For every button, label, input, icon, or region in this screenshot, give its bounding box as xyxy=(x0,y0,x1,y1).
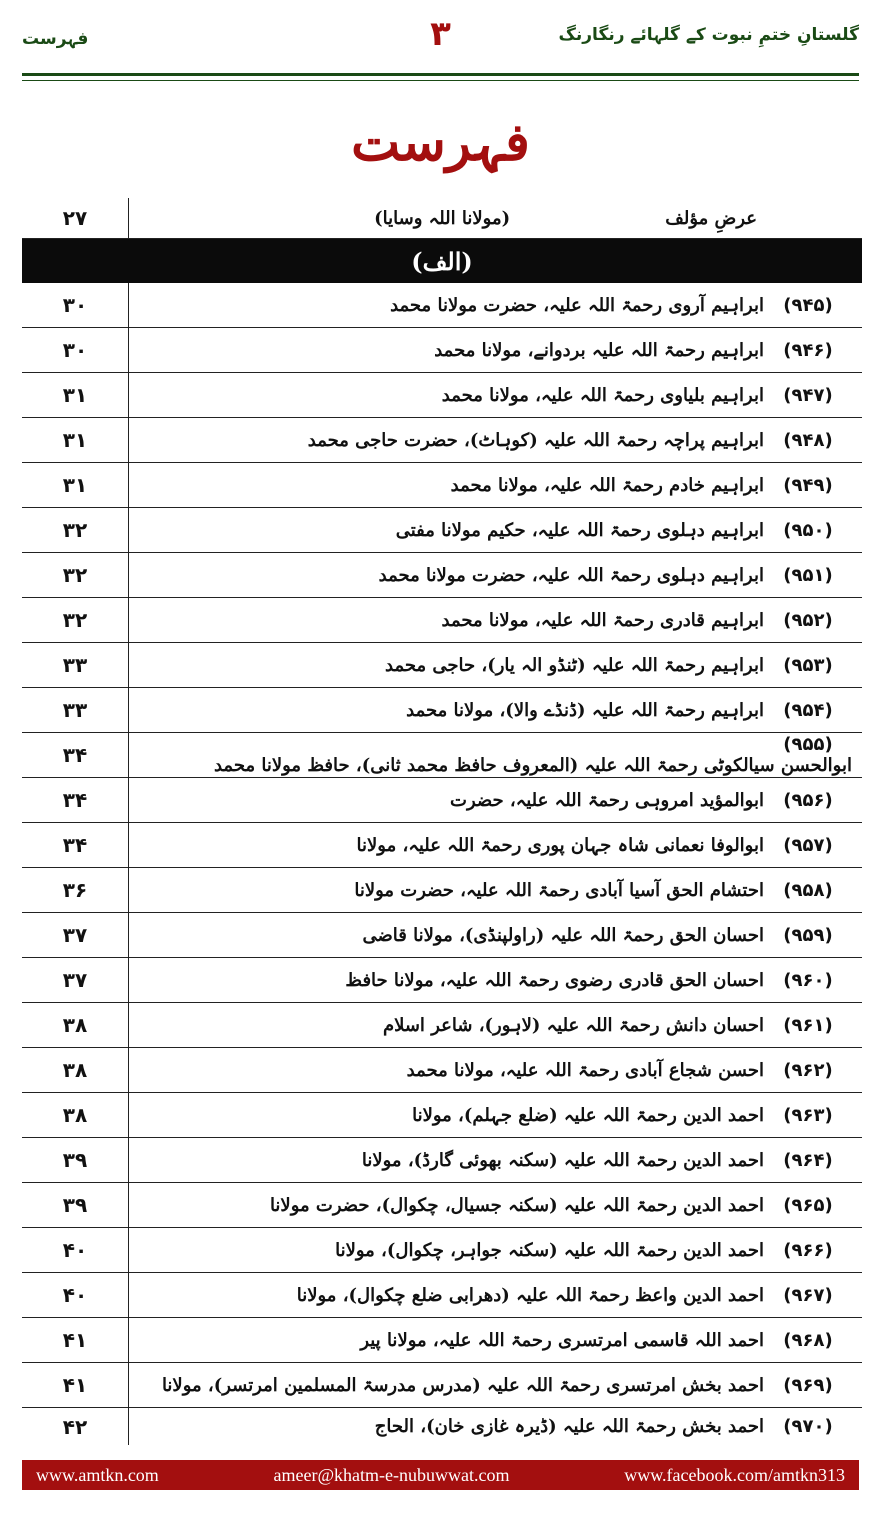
intro-label: عرضِ مؤلف xyxy=(665,207,757,229)
entry-page: ۳۳ xyxy=(22,643,129,688)
entry-page: ۳۱ xyxy=(22,418,129,463)
entry-name: احمد بخش رحمۃ اللہ علیہ (ڈیرہ غازی خان)، الحاج xyxy=(374,1416,764,1437)
entry-number: (۹۴۶) xyxy=(783,339,833,361)
entry-page: ۳۱ xyxy=(22,463,129,508)
entry-page: ۳۴ xyxy=(22,733,129,778)
toc-entry xyxy=(22,328,862,373)
entry-number: (۹۶۶) xyxy=(783,1239,833,1261)
header-rule-thick xyxy=(22,73,859,76)
entry-name: ابوالوفا نعمانی شاہ جہان پوری رحمۃ اللہ علیہ، مولانا xyxy=(356,834,764,856)
group-header-row xyxy=(22,239,862,284)
entry-name: احسان دانش رحمۃ اللہ علیہ (لاہور)، شاعر اسلام xyxy=(382,1014,764,1036)
entry-name: ابوالمؤید امروہی رحمۃ اللہ علیہ، حضرت xyxy=(450,789,764,811)
entry-page: ۳۲ xyxy=(22,508,129,553)
entry-page: ۳۷ xyxy=(22,913,129,958)
entry-name: ابراہیم پراچہ رحمۃ اللہ علیہ (کوہاٹ)، حضرت حاجی محمد xyxy=(307,429,764,451)
toc-entry xyxy=(22,418,862,463)
entry-name: احسن شجاع آبادی رحمۃ اللہ علیہ، مولانا محمد xyxy=(406,1059,764,1081)
entry-page: ۳۲ xyxy=(22,598,129,643)
toc-entry xyxy=(22,733,862,778)
entry-page: ۴۱ xyxy=(22,1363,129,1408)
entry-page: ۳۹ xyxy=(22,1138,129,1183)
entry-name: احمد اللہ قاسمی امرتسری رحمۃ اللہ علیہ، مولانا پیر xyxy=(360,1329,764,1351)
entry-name: احسان الحق رحمۃ اللہ علیہ (راولپنڈی)، مولانا قاضی xyxy=(362,924,764,946)
entry-number: (۹۷۰) xyxy=(783,1416,833,1437)
section-label: فہرست xyxy=(22,29,89,49)
entry-page: ۴۱ xyxy=(22,1318,129,1363)
toc-entry xyxy=(22,688,862,733)
entry-page: ۳۴ xyxy=(22,778,129,823)
entry-name: احمد الدین رحمۃ اللہ علیہ (سکنہ بھوئی گارڈ)، مولانا xyxy=(361,1149,764,1171)
entry-name: ابراہیم قادری رحمۃ اللہ علیہ، مولانا محمد xyxy=(441,609,764,631)
entry-name: احتشام الحق آسیا آبادی رحمۃ اللہ علیہ، حضرت مولانا xyxy=(354,879,764,901)
toc-entry xyxy=(22,958,862,1003)
toc-entry xyxy=(22,1183,862,1228)
entry-name: ابراہیم دہلوی رحمۃ اللہ علیہ، حکیم مولانا مفتی xyxy=(395,519,764,541)
toc-entry xyxy=(22,868,862,913)
toc-entry xyxy=(22,1048,862,1093)
toc-entry xyxy=(22,1228,862,1273)
toc-entry xyxy=(22,778,862,823)
page-number: ۳ xyxy=(430,14,451,54)
toc-entry xyxy=(22,1093,862,1138)
toc-intro-row xyxy=(22,198,862,239)
toc-entry xyxy=(22,1273,862,1318)
group-label: (الف) xyxy=(22,239,862,284)
entry-number: (۹۶۷) xyxy=(783,1284,833,1306)
entry-number: (۹۵۵) xyxy=(783,734,833,755)
toc-entry xyxy=(22,553,862,598)
entry-page: ۳۸ xyxy=(22,1048,129,1093)
entry-page: ۳۹ xyxy=(22,1183,129,1228)
entry-name: ابراہیم رحمۃ اللہ علیہ بردوانے، مولانا محمد xyxy=(434,339,764,361)
entry-number: (۹۴۹) xyxy=(783,474,833,496)
entry-number: (۹۶۱) xyxy=(783,1014,833,1036)
entry-number: (۹۵۰) xyxy=(783,519,833,541)
entry-name: احمد بخش امرتسری رحمۃ اللہ علیہ (مدرس مدرسۃ المسلمین امرتسر)، مولانا xyxy=(161,1374,764,1396)
page-header xyxy=(22,14,859,66)
page-title: فہرست xyxy=(351,112,530,173)
footer-email[interactable]: ameer@khatm-e-nubuwwat.com xyxy=(273,1464,510,1485)
entry-page: ۳۲ xyxy=(22,553,129,598)
entry-number: (۹۶۸) xyxy=(783,1329,833,1351)
toc-entry xyxy=(22,373,862,418)
entry-number: (۹۵۱) xyxy=(783,564,833,586)
entry-page: ۳۰ xyxy=(22,328,129,373)
footer-facebook[interactable]: www.facebook.com/amtkn313 xyxy=(624,1464,845,1485)
toc-entry xyxy=(22,598,862,643)
intro-author: (مولانا اللہ وسایا) xyxy=(374,207,511,229)
entry-name: ابراہیم دہلوی رحمۃ اللہ علیہ، حضرت مولانا محمد xyxy=(378,564,764,586)
header-rule-thin xyxy=(22,80,859,81)
toc-entry xyxy=(22,1138,862,1183)
entry-name: ابراہیم رحمۃ اللہ علیہ (ٹنڈو الہ یار)، حاجی محمد xyxy=(385,654,764,676)
entry-number: (۹۵۳) xyxy=(783,654,833,676)
entry-page: ۴۲ xyxy=(22,1408,129,1446)
intro-page: ۲۷ xyxy=(22,198,129,239)
entry-page: ۳۱ xyxy=(22,373,129,418)
entry-name: ابراہیم رحمۃ اللہ علیہ (ڈنڈے والا)، مولانا محمد xyxy=(406,699,764,721)
entry-name: ابوالحسن سیالکوٹی رحمۃ اللہ علیہ (المعروف حافظ محمد ثانی)، حافظ مولانا محمد xyxy=(213,755,852,776)
toc-entry xyxy=(22,823,862,868)
entry-number: (۹۶۵) xyxy=(783,1194,833,1216)
footer-website[interactable]: www.amtkn.com xyxy=(36,1464,159,1485)
toc-entry xyxy=(22,913,862,958)
entry-page: ۳۰ xyxy=(22,283,129,328)
entry-number: (۹۶۹) xyxy=(783,1374,833,1396)
book-title: گلستانِ ختمِ نبوت کے گلہائے رنگارنگ xyxy=(558,25,859,45)
entry-name: ابراہیم بلیاوی رحمۃ اللہ علیہ، مولانا محمد xyxy=(441,384,764,406)
entry-page: ۳۷ xyxy=(22,958,129,1003)
entry-number: (۹۴۷) xyxy=(783,384,833,406)
entry-number: (۹۵۴) xyxy=(783,699,833,721)
entry-name: ابراہیم آروی رحمۃ اللہ علیہ، حضرت مولانا محمد xyxy=(390,294,764,316)
entry-name: ابراہیم خادم رحمۃ اللہ علیہ، مولانا محمد xyxy=(450,474,764,496)
toc-entry xyxy=(22,1363,862,1408)
entry-page: ۴۰ xyxy=(22,1273,129,1318)
entry-page: ۳۴ xyxy=(22,823,129,868)
entry-name: احسان الحق قادری رضوی رحمۃ اللہ علیہ، مولانا حافظ xyxy=(345,969,764,991)
toc-entry xyxy=(22,1318,862,1363)
footer-bar xyxy=(22,1460,859,1490)
entry-number: (۹۵۷) xyxy=(783,834,833,856)
toc-entry xyxy=(22,643,862,688)
entry-number: (۹۵۲) xyxy=(783,609,833,631)
toc-entry xyxy=(22,1408,862,1446)
entry-number: (۹۶۲) xyxy=(783,1059,833,1081)
toc-entry xyxy=(22,508,862,553)
entry-number: (۹۵۸) xyxy=(783,879,833,901)
toc-table xyxy=(22,198,862,1445)
entry-number: (۹۵۹) xyxy=(783,924,833,946)
toc-entry xyxy=(22,463,862,508)
toc-entry xyxy=(22,1003,862,1048)
entry-number: (۹۴۵) xyxy=(783,294,833,316)
entry-page: ۴۰ xyxy=(22,1228,129,1273)
entry-name: احمد الدین رحمۃ اللہ علیہ (سکنہ جسیال، چکوال)، حضرت مولانا xyxy=(269,1194,764,1216)
entry-page: ۳۸ xyxy=(22,1003,129,1048)
entry-number: (۹۶۰) xyxy=(783,969,833,991)
entry-number: (۹۶۴) xyxy=(783,1149,833,1171)
entry-number: (۹۶۳) xyxy=(783,1104,833,1126)
entry-name: احمد الدین رحمۃ اللہ علیہ (سکنہ جواہر، چکوال)، مولانا xyxy=(335,1239,764,1261)
entry-page: ۳۳ xyxy=(22,688,129,733)
entry-name: احمد الدین رحمۃ اللہ علیہ (ضلع جہلم)، مولانا xyxy=(412,1104,764,1126)
entry-name: احمد الدین واعظ رحمۃ اللہ علیہ (دھرابی ضلع چکوال)، مولانا xyxy=(296,1284,764,1306)
entry-number: (۹۵۶) xyxy=(783,789,833,811)
entry-number: (۹۴۸) xyxy=(783,429,833,451)
entry-page: ۳۸ xyxy=(22,1093,129,1138)
toc-entry xyxy=(22,283,862,328)
entry-page: ۳۶ xyxy=(22,868,129,913)
